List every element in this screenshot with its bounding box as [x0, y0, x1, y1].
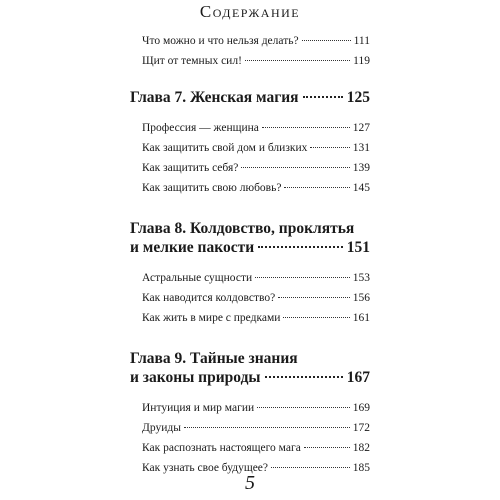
leader-dots — [257, 407, 350, 408]
toc-entry[interactable] — [130, 421, 370, 435]
toc-entry[interactable] — [130, 54, 370, 68]
chapter-heading[interactable] — [130, 349, 370, 387]
toc-entry-page: 139 — [352, 162, 370, 174]
toc-entry-title: Профессия — женщина — [142, 122, 259, 134]
toc-entry-title: Как защитить себя? — [142, 162, 239, 174]
leader-dots — [265, 376, 343, 378]
toc-entry-page: 185 — [352, 462, 370, 474]
chapter-heading[interactable] — [130, 219, 370, 257]
chapter-heading[interactable] — [130, 88, 370, 107]
leader-dots — [271, 467, 350, 468]
leader-dots — [302, 40, 351, 41]
toc-entry-page: 127 — [352, 122, 370, 134]
leader-dots — [310, 147, 349, 148]
toc-entry[interactable] — [130, 311, 370, 325]
leader-dots — [303, 96, 343, 98]
chapter-title-line: Глава 9. Тайные знания — [130, 350, 298, 367]
leader-dots — [184, 427, 350, 428]
toc-entry-page: 182 — [352, 442, 370, 454]
table-of-contents — [130, 34, 370, 481]
leader-dots — [284, 187, 349, 188]
toc-entry-title: Как распознать настоящего мага — [142, 442, 301, 454]
toc-entry[interactable] — [130, 34, 370, 48]
toc-entry-title: Как узнать свое будущее? — [142, 462, 269, 474]
toc-entry-page: 145 — [352, 182, 370, 194]
toc-entry-page: 131 — [352, 142, 370, 154]
chapter-page: 151 — [346, 239, 370, 256]
chapter-title: и мелкие пакости — [130, 239, 255, 256]
page-number: 5 — [245, 472, 255, 494]
toc-entry-title: Как жить в мире с предками — [142, 312, 281, 324]
toc-entry-page: 161 — [352, 312, 370, 324]
toc-entry-page: 156 — [352, 292, 370, 304]
toc-entry[interactable] — [130, 291, 370, 305]
leader-dots — [245, 60, 350, 61]
toc-entry-title: Как защитить свой дом и близких — [142, 142, 308, 154]
leader-dots — [278, 297, 350, 298]
leader-dots — [255, 277, 350, 278]
toc-entry-title: Интуиция и мир магии — [142, 402, 255, 414]
leader-dots — [283, 317, 349, 318]
toc-entry-title: Астральные сущности — [142, 272, 253, 284]
toc-entry[interactable] — [130, 141, 370, 155]
chapter-title-line: Глава 8. Колдовство, проклятья — [130, 220, 355, 237]
toc-entry-title: Щит от темных сил! — [142, 55, 242, 67]
toc-entry[interactable] — [130, 181, 370, 195]
leader-dots — [262, 127, 350, 128]
chapter-title: и законы природы — [130, 369, 261, 386]
chapter-page: 125 — [346, 89, 370, 106]
toc-entry-page: 119 — [353, 55, 370, 67]
leader-dots — [258, 246, 343, 248]
toc-entry[interactable] — [130, 121, 370, 135]
toc-entry-title: Как наводится колдовство? — [142, 292, 276, 304]
toc-entry[interactable] — [130, 271, 370, 285]
chapter-page: 167 — [346, 369, 370, 386]
toc-entry[interactable] — [130, 441, 370, 455]
chapter-title: Глава 7. Женская магия — [130, 89, 299, 106]
toc-entry-page: 169 — [352, 402, 370, 414]
toc-entry-title: Друиды — [142, 422, 181, 434]
toc-entry-page: 153 — [352, 272, 370, 284]
page-header: Содержание — [199, 2, 301, 21]
leader-dots — [241, 167, 349, 168]
toc-entry-title: Как защитить свою любовь? — [142, 182, 282, 194]
toc-entry-page: 172 — [352, 422, 370, 434]
toc-entry-title: Что можно и что нельзя делать? — [142, 35, 299, 47]
toc-entry[interactable] — [130, 401, 370, 415]
toc-entry[interactable] — [130, 161, 370, 175]
toc-entry-page: 111 — [353, 35, 370, 47]
leader-dots — [304, 447, 350, 448]
